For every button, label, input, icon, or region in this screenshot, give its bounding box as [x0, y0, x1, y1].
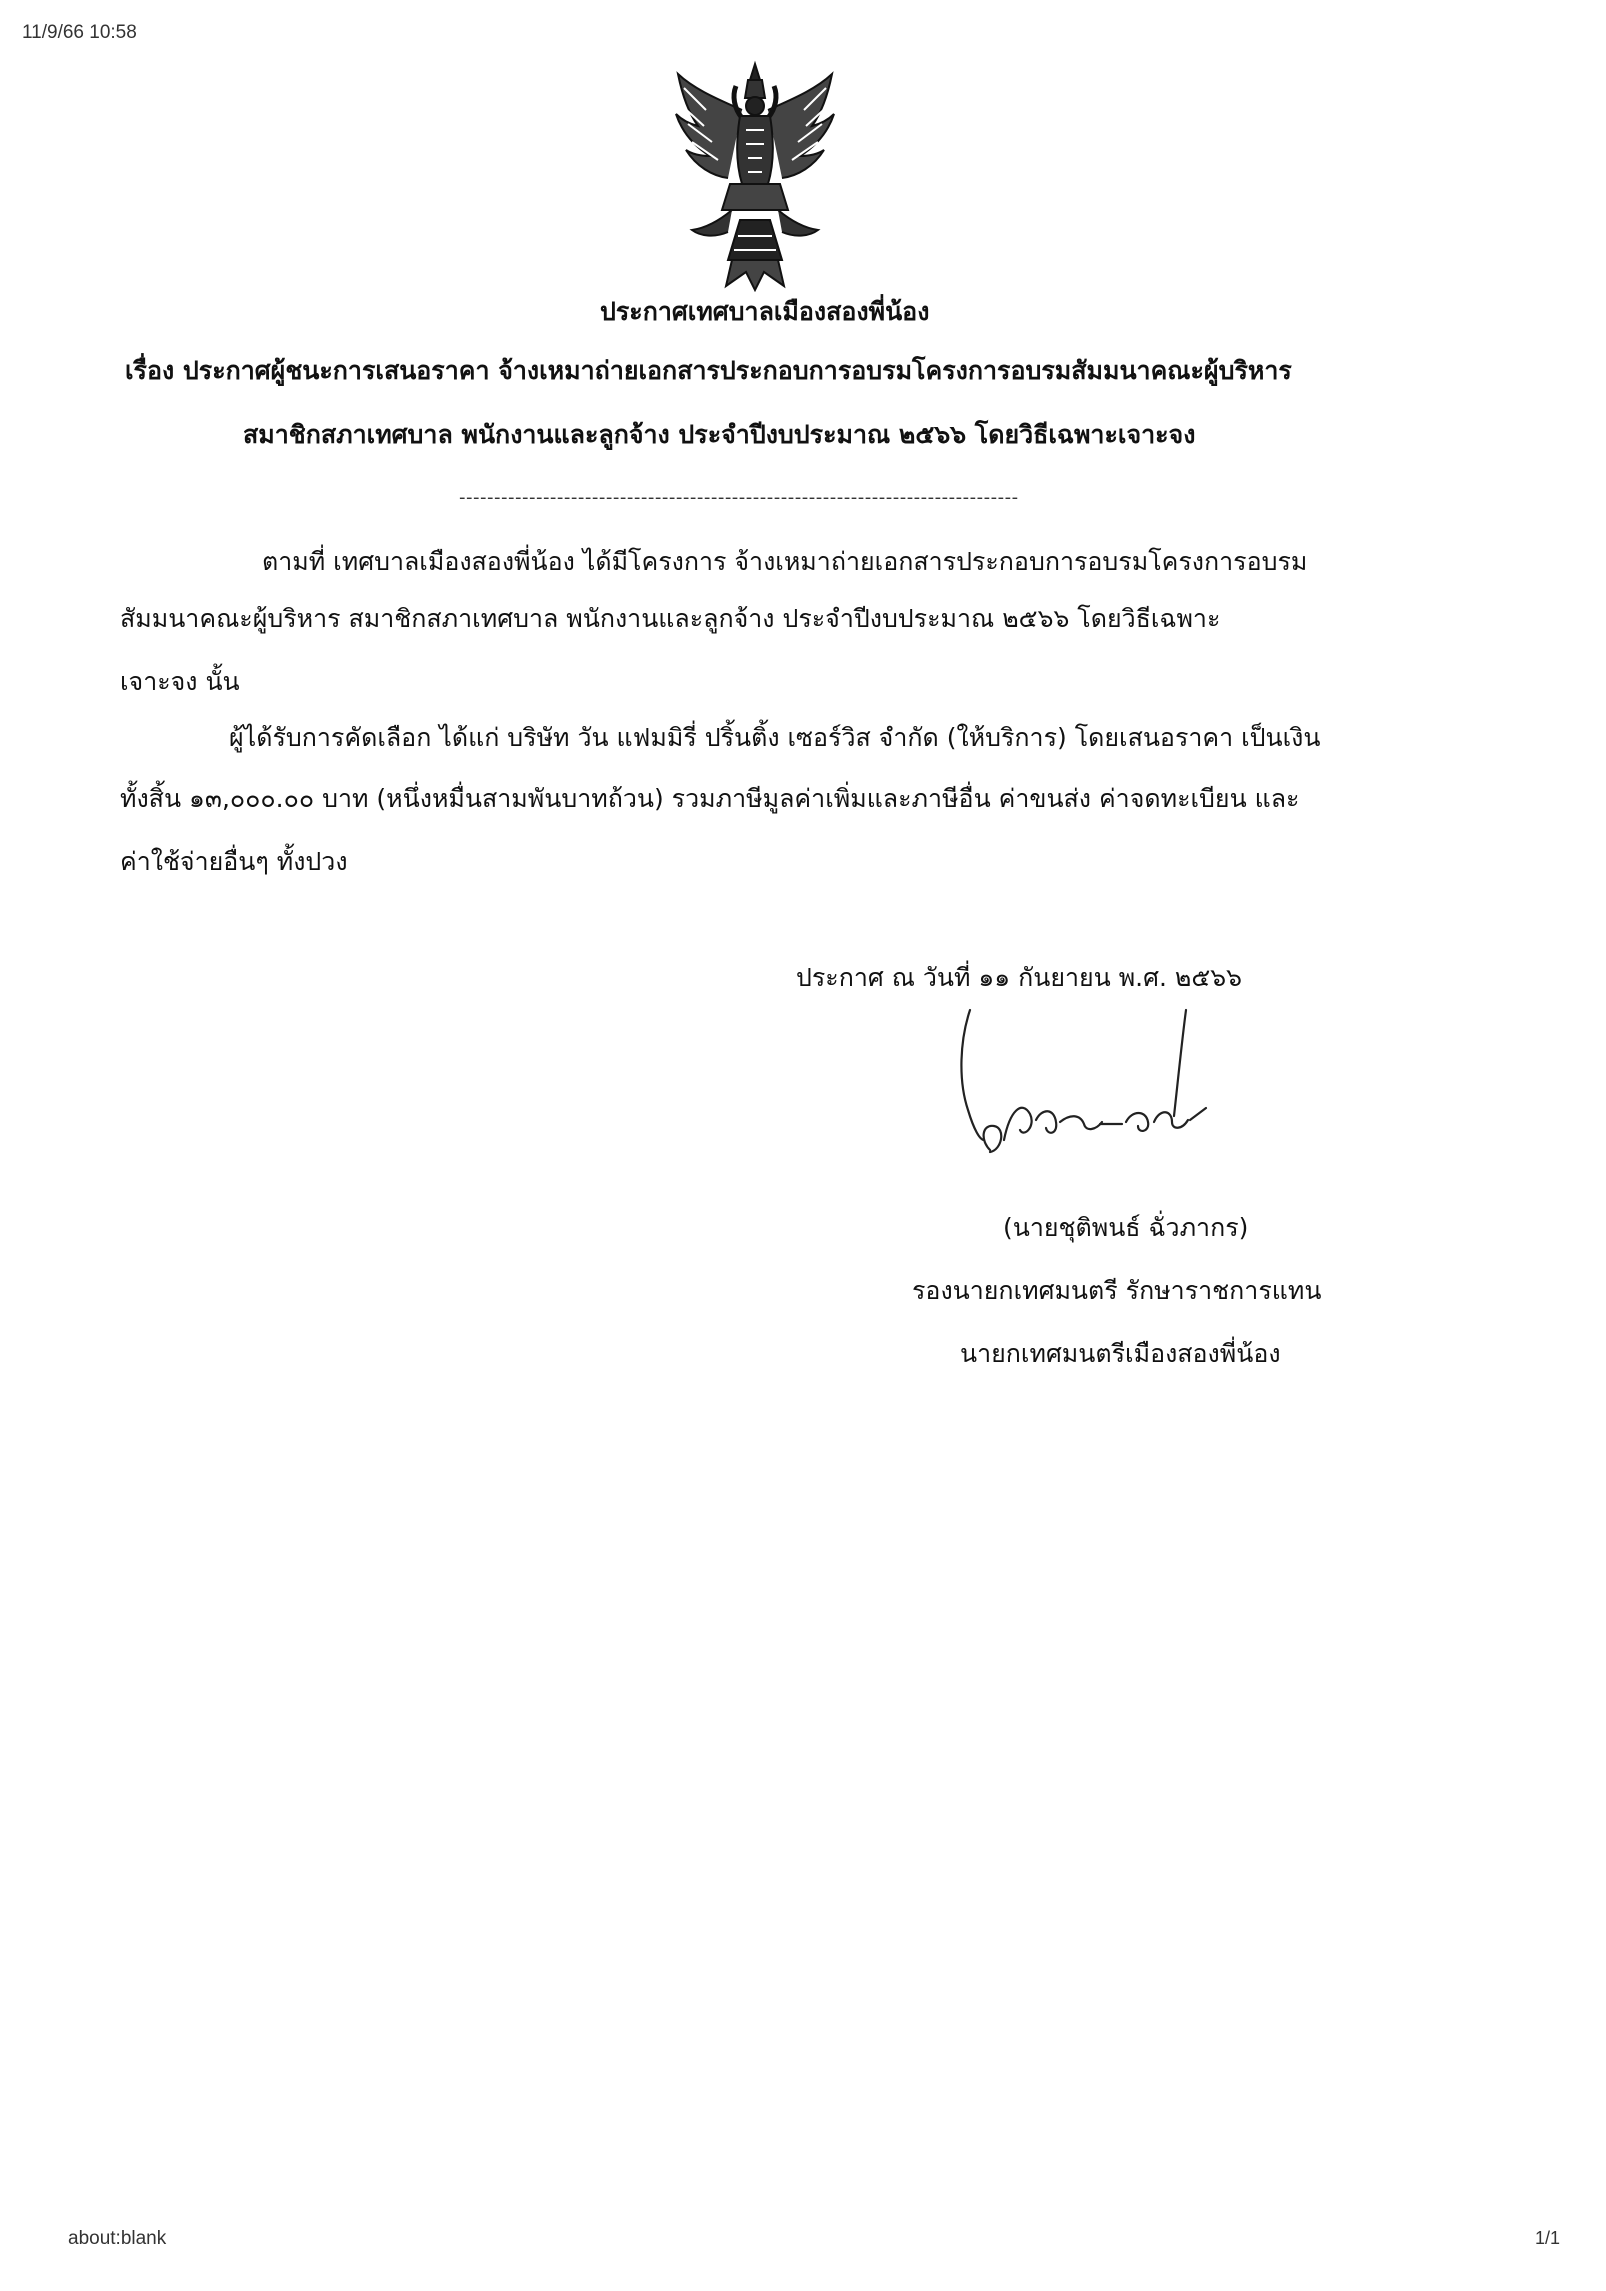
announce-date: ประกาศ ณ วันที่ ๑๑ กันยายน พ.ศ. ๒๕๖๖	[796, 963, 1243, 992]
print-footer-url: about:blank	[68, 2228, 167, 2249]
paragraph-1-line-2: สัมมนาคณะผู้บริหาร สมาชิกสภาเทศบาล พนักงานและลูกจ้าง ประจำปีงบประมาณ ๒๕๖๖ โดยวิธีเฉพาะ	[120, 604, 1221, 633]
subject-line-1: เรื่อง ประกาศผู้ชนะการเสนอราคา จ้างเหมาถ่ายเอกสารประกอบการอบรมโครงการอบรมสัมมนาคณะผู้บริหาร	[125, 356, 1292, 385]
garuda-emblem-icon	[670, 60, 840, 292]
paragraph-2-line-3: ค่าใช้จ่ายอื่นๆ ทั้งปวง	[120, 847, 348, 876]
divider-line: --------------------------------------------------------------------------------	[459, 487, 1019, 508]
print-footer-page: 1/1	[1535, 2228, 1561, 2248]
subject-line-2: สมาชิกสภาเทศบาล พนักงานและลูกจ้าง ประจำปีงบประมาณ ๒๕๖๖ โดยวิธีเฉพาะเจาะจง	[243, 420, 1196, 449]
signer-position-1: รองนายกเทศมนตรี รักษาราชการแทน	[912, 1276, 1322, 1305]
paragraph-1-line-1: ตามที่ เทศบาลเมืองสองพี่น้อง ได้มีโครงการ จ้างเหมาถ่ายเอกสารประกอบการอบรมโครงการอบรม	[262, 547, 1308, 576]
signer-name: (นายชุติพนธ์ ฉั่วภากร)	[1003, 1213, 1249, 1242]
announcement-title: ประกาศเทศบาลเมืองสองพี่น้อง	[600, 297, 930, 326]
paragraph-2-line-2: ทั้งสิ้น ๑๓,๐๐๐.๐๐ บาท (หนึ่งหมื่นสามพันบาทถ้วน) รวมภาษีมูลค่าเพิ่มและภาษีอื่น ค่าขนส่ง ค่าจดทะเบียน และ	[120, 784, 1300, 813]
signature-image	[950, 990, 1230, 1190]
print-datetime: 11/9/66 10:58	[22, 22, 137, 43]
paragraph-2-line-1: ผู้ได้รับการคัดเลือก ได้แก่ บริษัท วัน แฟมมิรี่ ปริ้นติ้ง เซอร์วิส จำกัด (ให้บริการ) โดยเสนอราคา เป็นเงิน	[229, 723, 1321, 752]
paragraph-1-line-3: เจาะจง นั้น	[120, 667, 240, 696]
signer-position-2: นายกเทศมนตรีเมืองสองพี่น้อง	[960, 1339, 1281, 1368]
